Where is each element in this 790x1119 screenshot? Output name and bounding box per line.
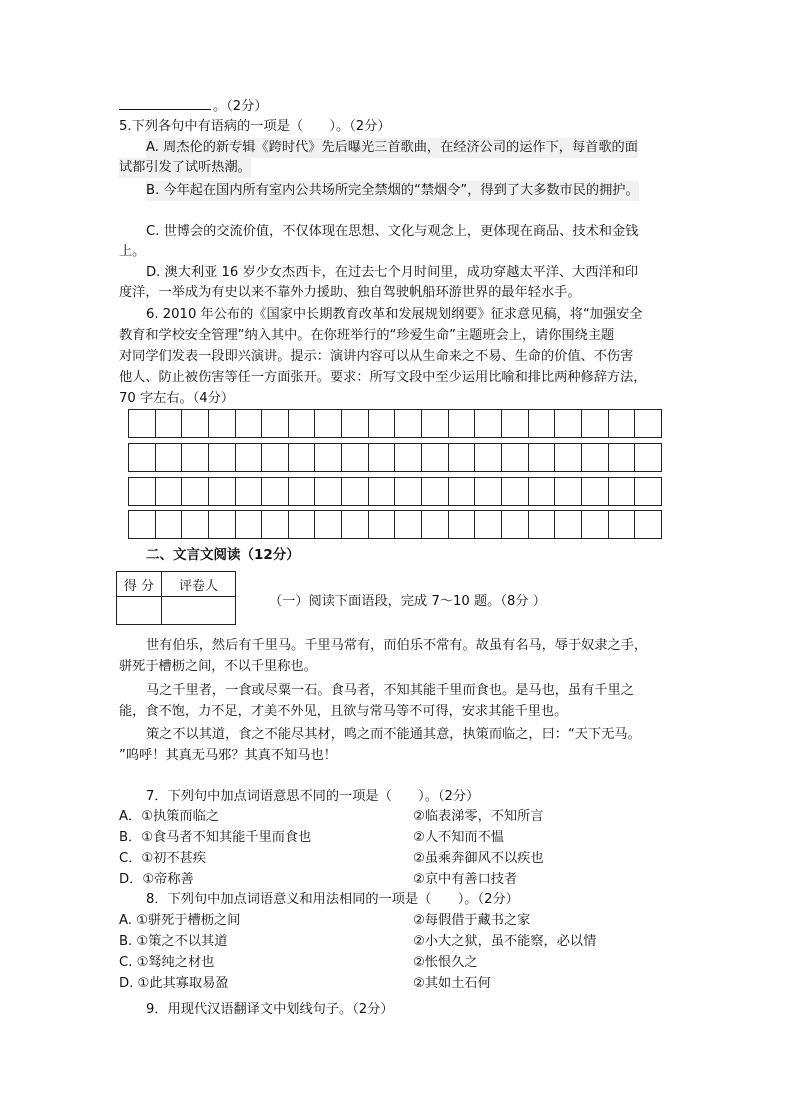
grid-cell[interactable] (368, 478, 395, 506)
grid-cell[interactable] (395, 410, 422, 438)
grid-cell[interactable] (155, 444, 182, 472)
grid-cell[interactable] (555, 444, 582, 472)
writing-grid-row[interactable] (128, 443, 662, 472)
grid-cell[interactable] (448, 478, 475, 506)
q5-option-c: C. 世博会的交流价值，不仅体现在思想、文化与观念上，更体现在商品、技术和金钱 (146, 224, 639, 239)
grid-cell[interactable] (608, 410, 635, 438)
passage-p2-cont: 能，食不饱，力不足，才美不外见，且欲与常马等不可得，安求其能千里也。 (119, 704, 568, 719)
q7-option-a: A．①执策而临之 (119, 809, 219, 824)
passage-p1: 世有伯乐，然后有千里马。千里马常有，而伯乐不常有。故虽有名马，辱于奴隶之手， (146, 638, 648, 653)
grid-cell[interactable] (129, 444, 156, 472)
q4-answer-line: 。（2分） (119, 96, 268, 117)
q8-option-d: D. ①此其寡取易盈 (119, 976, 229, 991)
q9-stem: 9．用现代汉语翻译文中划线句子。（2分） (146, 1002, 394, 1017)
grid-cell[interactable] (635, 444, 662, 472)
q6-line-4: 他人、防止被伤害等任一方面张开。要求：所写文段中至少运用比喻和排比两种修辞方法， (119, 370, 647, 385)
writing-grid-row[interactable] (128, 477, 662, 506)
grid-cell[interactable] (342, 410, 369, 438)
grid-cell[interactable] (528, 410, 555, 438)
grid-cell[interactable] (608, 444, 635, 472)
grid-cell[interactable] (155, 410, 182, 438)
passage-p3: 策之不以其道，食之不能尽其材，鸣之而不能通其意，执策而临之，曰：“天下无马。 (146, 727, 641, 742)
grid-cell[interactable] (129, 478, 156, 506)
answer-blank[interactable] (119, 96, 211, 110)
grid-cell[interactable] (288, 478, 315, 506)
q5-option-d-cont: 度洋，一举成为有史以来不靠外力援助、独自驾驶帆船环游世界的最年轻水手。 (119, 285, 581, 300)
section-2-intro: （一）阅读下面语段，完成 7～10 题。（8分 ） (269, 594, 546, 609)
grid-cell[interactable] (528, 511, 555, 539)
grid-cell[interactable] (422, 478, 449, 506)
q7-stem: 7．下列句中加点词语意思不同的一项是（ ）。（2分） (146, 789, 480, 804)
grid-cell[interactable] (635, 410, 662, 438)
grid-cell[interactable] (208, 444, 235, 472)
grid-cell[interactable] (448, 410, 475, 438)
q5-option-d: D. 澳大利亚 16 岁少女杰西卡，在过去七个月时间里，成功穿越太平洋、大西洋和印 (146, 265, 639, 280)
grid-cell[interactable] (368, 511, 395, 539)
grid-cell[interactable] (235, 478, 262, 506)
grid-cell[interactable] (342, 511, 369, 539)
grid-cell[interactable] (608, 478, 635, 506)
grid-cell[interactable] (208, 478, 235, 506)
grid-cell[interactable] (448, 511, 475, 539)
writing-grid-row[interactable] (128, 510, 662, 539)
grid-cell[interactable] (182, 478, 209, 506)
grid-cell[interactable] (315, 410, 342, 438)
q5-stem: 5.下列各句中有语病的一项是（ ）。（2分） (119, 119, 391, 134)
q8-option-a-right: ②每假借于藏书之家 (413, 913, 531, 928)
q6-line-2: 教育和学校安全管理”纳入其中。在你班举行的“珍爱生命”主题班会上，请你围绕主题 (119, 328, 615, 343)
q8-option-a: A. ①骈死于槽枥之间 (119, 913, 241, 928)
grid-cell[interactable] (315, 444, 342, 472)
q7-option-b-right: ②人不知而不愠 (413, 830, 504, 845)
grid-cell[interactable] (315, 478, 342, 506)
grid-cell[interactable] (475, 511, 502, 539)
grid-cell[interactable] (368, 410, 395, 438)
q6-line-5: 70 字左右。（4分） (119, 391, 235, 406)
q7-option-a-right: ②临表涕零，不知所言 (413, 809, 544, 824)
grid-cell[interactable] (182, 410, 209, 438)
grid-cell[interactable] (235, 511, 262, 539)
grid-cell[interactable] (501, 410, 528, 438)
q7-option-d: D．①帝称善 (119, 872, 194, 887)
grid-cell[interactable] (262, 410, 289, 438)
q7-option-c: C．①初不甚疾 (119, 851, 206, 866)
grid-cell[interactable] (608, 511, 635, 539)
grid-cell[interactable] (635, 478, 662, 506)
q5-option-c-cont: 上。 (119, 244, 146, 259)
q5-option-b: B. 今年起在国内所有室内公共场所完全禁烟的“禁烟令”，得到了大多数市民的拥护。 (146, 181, 639, 201)
grid-cell[interactable] (155, 478, 182, 506)
q5-option-a: A. 周杰伦的新专辑《跨时代》先后曝光三首歌曲，在经济公司的运作下，每首歌的面 (146, 138, 638, 158)
grid-cell[interactable] (262, 478, 289, 506)
q8-option-d-right: ②其如土石何 (413, 976, 491, 991)
grader-cell[interactable] (162, 597, 236, 625)
grid-cell[interactable] (581, 478, 608, 506)
q7-option-b: B．①食马者不知其能千里而食也 (119, 830, 312, 845)
score-cell[interactable] (117, 597, 162, 625)
grid-cell[interactable] (448, 444, 475, 472)
grid-cell[interactable] (342, 478, 369, 506)
grid-cell[interactable] (129, 410, 156, 438)
grid-cell[interactable] (555, 410, 582, 438)
q5-option-a-cont: 试都引发了试听热潮。 (119, 158, 251, 178)
grid-cell[interactable] (155, 511, 182, 539)
grid-cell[interactable] (262, 511, 289, 539)
passage-p2: 马之千里者，一食或尽粟一石。食马者，不知其能千里而食也。是马也，虽有千里之 (146, 683, 634, 698)
passage-p1-cont: 骈死于槽枥之间，不以千里称也。 (119, 659, 317, 674)
q8-option-c-right: ②怅恨久之 (413, 955, 478, 970)
score-box (116, 571, 236, 625)
grid-cell[interactable] (235, 410, 262, 438)
writing-grid-row[interactable] (128, 409, 662, 438)
grid-cell[interactable] (288, 410, 315, 438)
passage-p3-cont: ”呜呼！其真无马邪？其真不知马也！ (119, 748, 337, 763)
grid-cell[interactable] (501, 478, 528, 506)
grid-cell[interactable] (528, 478, 555, 506)
section-2-title: 二、文言文阅读（12分） (146, 547, 300, 563)
grid-cell[interactable] (422, 410, 449, 438)
grid-cell[interactable] (581, 511, 608, 539)
grid-cell[interactable] (581, 410, 608, 438)
grid-cell[interactable] (342, 444, 369, 472)
grid-cell[interactable] (288, 511, 315, 539)
grid-cell[interactable] (555, 478, 582, 506)
grid-cell[interactable] (208, 410, 235, 438)
q8-option-c: C. ①驽纯之材也 (119, 955, 215, 970)
grid-cell[interactable] (475, 478, 502, 506)
grid-cell[interactable] (528, 444, 555, 472)
grid-cell[interactable] (475, 410, 502, 438)
grid-cell[interactable] (235, 444, 262, 472)
grid-cell[interactable] (395, 478, 422, 506)
grader-label: 评卷人 (162, 572, 236, 597)
grid-cell[interactable] (208, 511, 235, 539)
grid-cell[interactable] (129, 511, 156, 539)
q8-stem: 8．下列句中加点词语意义和用法相同的一项是（ ）。（2分） (146, 892, 519, 907)
q7-option-d-right: ②京中有善口技者 (413, 872, 518, 887)
q6-line-3: 对同学们发表一段即兴演讲。提示：演讲内容可以从生命来之不易、生命的价值、不伤害 (119, 349, 634, 364)
q6-line-1: 6. 2010 年公布的《国家中长期教育改革和发展规划纲要》征求意见稿，将“加强安全 (146, 307, 643, 322)
grid-cell[interactable] (395, 444, 422, 472)
grid-cell[interactable] (475, 444, 502, 472)
grid-cell[interactable] (635, 511, 662, 539)
q7-option-c-right: ②虽乘奔御风不以疾也 (413, 851, 544, 866)
grid-cell[interactable] (368, 444, 395, 472)
grid-cell[interactable] (501, 511, 528, 539)
grid-cell[interactable] (581, 444, 608, 472)
grid-cell[interactable] (555, 511, 582, 539)
q8-option-b: B. ①策之不以其道 (119, 934, 228, 949)
grid-cell[interactable] (182, 511, 209, 539)
q8-option-b-right: ②小大之狱，虽不能察，必以情 (413, 934, 597, 949)
grid-cell[interactable] (288, 444, 315, 472)
grid-cell[interactable] (422, 511, 449, 539)
grid-cell[interactable] (501, 444, 528, 472)
grid-cell[interactable] (182, 444, 209, 472)
grid-cell[interactable] (422, 444, 449, 472)
grid-cell[interactable] (315, 511, 342, 539)
score-label: 得 分 (117, 572, 162, 597)
grid-cell[interactable] (395, 511, 422, 539)
grid-cell[interactable] (262, 444, 289, 472)
